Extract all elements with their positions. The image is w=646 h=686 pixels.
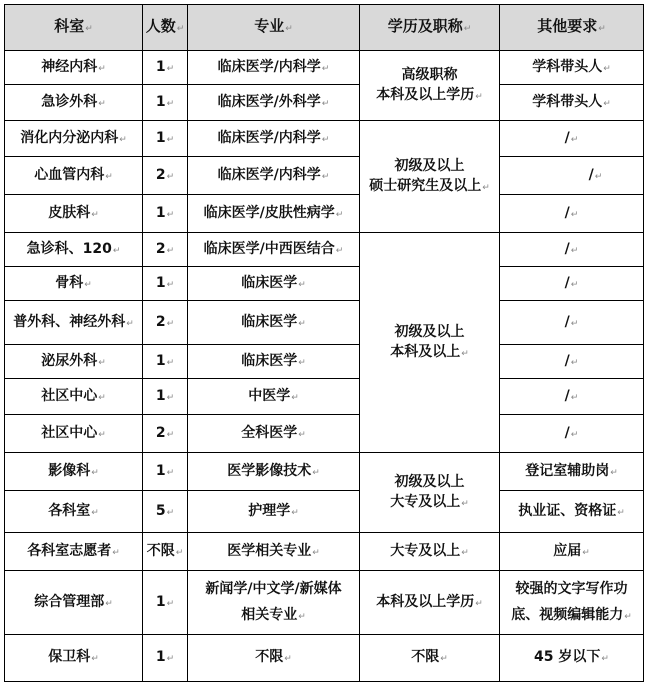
count-cell: 2↵	[143, 301, 188, 345]
count-cell: 1↵	[143, 379, 188, 415]
count-cell: 1↵	[143, 51, 188, 85]
other-cell: 学科带头人↵	[500, 51, 644, 85]
dept-cell: 各科室志愿者↵	[5, 533, 143, 571]
table-row	[5, 345, 644, 379]
count-cell: 1↵	[143, 267, 188, 301]
dept-cell: 普外科、神经外科↵	[5, 301, 143, 345]
dept-cell: 消化内分泌内科↵	[5, 121, 143, 157]
other-cell: /↵	[500, 267, 644, 301]
table-row	[5, 85, 644, 121]
dept-cell: 急诊外科↵	[5, 85, 143, 121]
education-cell: 初级及以上 硕士研究生及以上↵	[360, 121, 500, 233]
other-cell: 较强的文字写作功 底、视频编辑能力↵	[500, 571, 644, 635]
count-cell: 1↵	[143, 345, 188, 379]
major-cell: 全科医学↵	[188, 415, 360, 453]
dept-cell: 泌尿外科↵	[5, 345, 143, 379]
dept-cell: 急诊科、120↵	[5, 233, 143, 267]
dept-cell: 神经内科↵	[5, 51, 143, 85]
table-row	[5, 301, 644, 345]
major-cell: 临床医学/外科学↵	[188, 85, 360, 121]
header-major: 专业↵	[188, 5, 360, 51]
education-cell: 不限↵	[360, 635, 500, 682]
other-cell: /↵	[500, 415, 644, 453]
dept-cell: 保卫科↵	[5, 635, 143, 682]
table-row	[5, 635, 644, 682]
major-cell: 新闻学/中文学/新媒体 相关专业↵	[188, 571, 360, 635]
dept-cell: 骨科↵	[5, 267, 143, 301]
other-cell: /↵	[500, 157, 644, 195]
table-row	[5, 195, 644, 233]
table-row	[5, 453, 644, 491]
other-cell: 应届↵	[500, 533, 644, 571]
count-cell: 5↵	[143, 491, 188, 533]
table-row	[5, 415, 644, 453]
header-row	[5, 5, 644, 51]
count-cell: 1↵	[143, 571, 188, 635]
major-cell: 临床医学/内科学↵	[188, 51, 360, 85]
education-cell: 高级职称 本科及以上学历↵	[360, 51, 500, 121]
recruitment-table	[4, 4, 644, 682]
count-cell: 1↵	[143, 85, 188, 121]
major-cell: 护理学↵	[188, 491, 360, 533]
table-row	[5, 379, 644, 415]
count-cell: 1↵	[143, 195, 188, 233]
dept-cell: 综合管理部↵	[5, 571, 143, 635]
major-cell: 临床医学/内科学↵	[188, 157, 360, 195]
major-cell: 临床医学/内科学↵	[188, 121, 360, 157]
other-cell: 学科带头人↵	[500, 85, 644, 121]
other-cell: /↵	[500, 301, 644, 345]
count-cell: 不限↵	[143, 533, 188, 571]
table-row	[5, 51, 644, 85]
table-row	[5, 491, 644, 533]
major-cell: 医学影像技术↵	[188, 453, 360, 491]
other-cell: /↵	[500, 379, 644, 415]
major-cell: 临床医学↵	[188, 301, 360, 345]
table-row	[5, 121, 644, 157]
count-cell: 2↵	[143, 233, 188, 267]
header-other: 其他要求↵	[500, 5, 644, 51]
count-cell: 1↵	[143, 121, 188, 157]
other-cell: 执业证、资格证↵	[500, 491, 644, 533]
dept-cell: 心血管内科↵	[5, 157, 143, 195]
table-row	[5, 233, 644, 267]
dept-cell: 皮肤科↵	[5, 195, 143, 233]
education-cell: 本科及以上学历↵	[360, 571, 500, 635]
count-cell: 2↵	[143, 157, 188, 195]
count-cell: 1↵	[143, 453, 188, 491]
header-count: 人数↵	[143, 5, 188, 51]
header-dept: 科室↵	[5, 5, 143, 51]
count-cell: 1↵	[143, 635, 188, 682]
other-cell: /↵	[500, 233, 644, 267]
major-cell: 临床医学/皮肤性病学↵	[188, 195, 360, 233]
other-cell: 登记室辅助岗↵	[500, 453, 644, 491]
other-cell: /↵	[500, 121, 644, 157]
major-cell: 临床医学↵	[188, 267, 360, 301]
other-cell: 45 岁以下↵	[500, 635, 644, 682]
dept-cell: 社区中心↵	[5, 415, 143, 453]
education-cell: 大专及以上↵	[360, 533, 500, 571]
education-cell: 初级及以上 本科及以上↵	[360, 233, 500, 453]
major-cell: 临床医学/中西医结合↵	[188, 233, 360, 267]
education-cell: 初级及以上 大专及以上↵	[360, 453, 500, 533]
major-cell: 临床医学↵	[188, 345, 360, 379]
other-cell: /↵	[500, 345, 644, 379]
other-cell: /↵	[500, 195, 644, 233]
dept-cell: 各科室↵	[5, 491, 143, 533]
dept-cell: 影像科↵	[5, 453, 143, 491]
table-row	[5, 533, 644, 571]
major-cell: 医学相关专业↵	[188, 533, 360, 571]
table-row	[5, 157, 644, 195]
header-education: 学历及职称↵	[360, 5, 500, 51]
major-cell: 不限↵	[188, 635, 360, 682]
dept-cell: 社区中心↵	[5, 379, 143, 415]
table-row	[5, 571, 644, 635]
count-cell: 2↵	[143, 415, 188, 453]
major-cell: 中医学↵	[188, 379, 360, 415]
table-row	[5, 267, 644, 301]
